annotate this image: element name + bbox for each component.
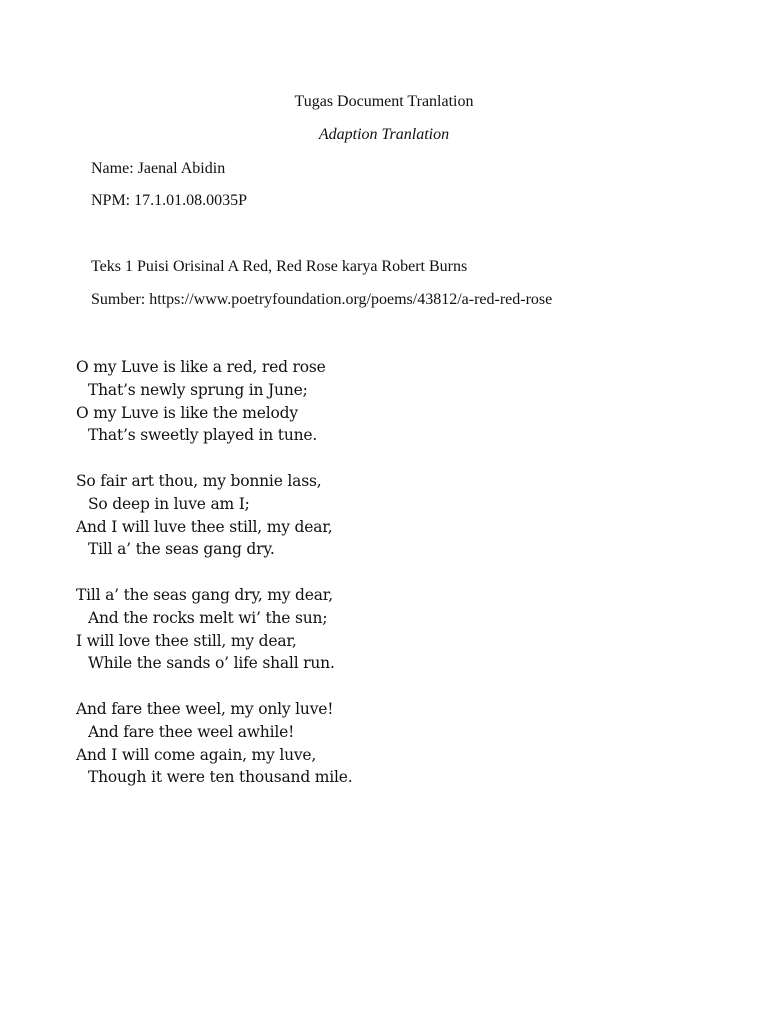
student-name: Name: Jaenal Abidin	[91, 160, 226, 177]
document-title: Tugas Document Tranlation	[294, 93, 474, 110]
poem-line: Till a’ the seas gang dry.	[88, 540, 275, 559]
poem-stanza-2	[76, 470, 353, 561]
poem-line: So fair art thou, my bonnie lass,	[76, 471, 322, 490]
poem-stanza-3	[76, 584, 353, 675]
text-info: Teks 1 Puisi Orisinal A Red, Red Rose karya Robert Burns	[91, 258, 468, 275]
poem-line: And I will luve thee still, my dear,	[76, 517, 333, 536]
poem-line: And fare thee weel awhile!	[88, 722, 295, 741]
poem-stanza-4	[76, 698, 353, 789]
poem-line: I will love thee still, my dear,	[76, 631, 297, 650]
poem-line: While the sands o’ life shall run.	[88, 654, 335, 673]
poem-stanza-1	[76, 356, 353, 447]
poem	[76, 356, 353, 812]
poem-line: O my Luve is like a red, red rose	[76, 358, 326, 376]
poem-line: Though it were ten thousand mile.	[88, 768, 353, 787]
poem-line: And I will come again, my luve,	[76, 745, 317, 764]
document-subtitle: Adaption Tranlation	[318, 126, 450, 143]
poem-line: And fare thee weel, my only luve!	[76, 699, 334, 718]
poem-line: That’s newly sprung in June;	[88, 380, 308, 399]
poem-line: That’s sweetly played in tune.	[88, 426, 318, 445]
student-npm: NPM: 17.1.01.08.0035P	[91, 192, 248, 209]
poem-line: So deep in luve am I;	[88, 494, 250, 513]
poem-line: Till a’ the seas gang dry, my dear,	[76, 585, 334, 604]
source-line: Sumber: https://www.poetryfoundation.org/poems/43812/a-red-red-rose	[91, 291, 553, 308]
poem-line: And the rocks melt wi’ the sun;	[88, 608, 328, 627]
poem-line: O my Luve is like the melody	[76, 403, 298, 422]
